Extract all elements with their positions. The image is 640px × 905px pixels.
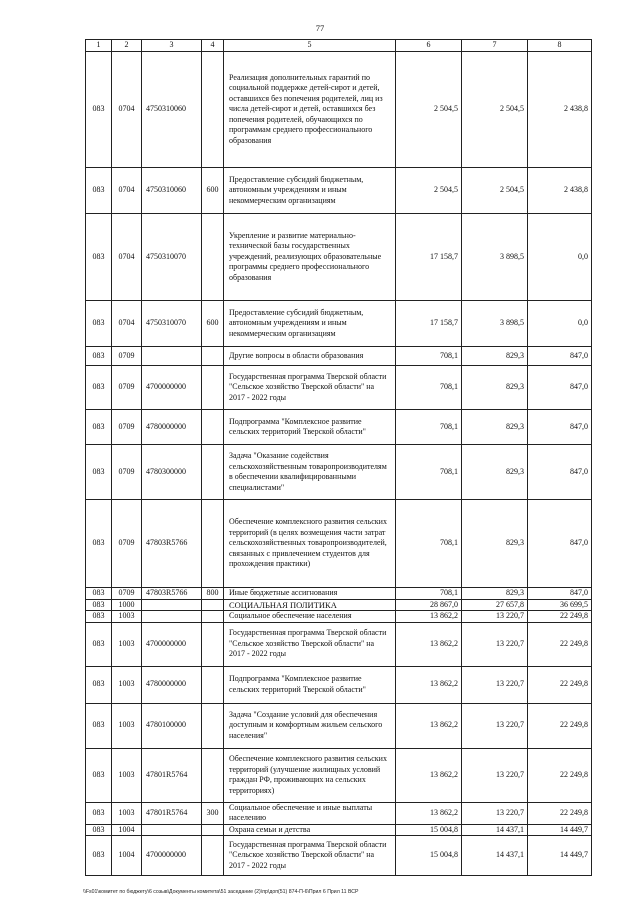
- table-row: [86, 836, 592, 876]
- cell-name: Охрана семьи и детства: [224, 824, 396, 836]
- cell-name: Социальное обеспечение и иные выплаты населению: [224, 802, 396, 824]
- cell-section: 1000: [112, 599, 142, 611]
- cell-name: Задача "Оказание содействия сельскохозяйственным товаропроизводителям в обеспечении квалифицированными специалистами": [224, 445, 396, 500]
- cell-amount-2: 13 220,7: [462, 666, 528, 703]
- cell-name: Реализация дополнительных гарантий по социальной поддержке детей-сирот и детей, оставшихся без попечения родителей, лиц из числа детей-сирот и детей, оставшихся без попечения родителей, обучающихся по программам среднего профессионального образования: [224, 52, 396, 168]
- cell-amount-2: 14 437,1: [462, 824, 528, 836]
- table-row: [86, 703, 592, 748]
- cell-amount-2: 13 220,7: [462, 748, 528, 802]
- cell-admin: 083: [86, 599, 112, 611]
- cell-expense-type: 600: [202, 301, 224, 347]
- cell-name: Обеспечение комплексного развития сельских территорий (в целях возмещения части затрат сельскохозяйственных товаропроизводителей, связанных с привлечением студентов для прохождения практики): [224, 500, 396, 588]
- cell-expense-type: [202, 410, 224, 445]
- cell-amount-3: 14 449,7: [528, 824, 592, 836]
- cell-amount-2: 2 504,5: [462, 52, 528, 168]
- table-row: [86, 611, 592, 623]
- cell-target: [142, 347, 202, 366]
- cell-admin: 083: [86, 611, 112, 623]
- cell-name: Предоставление субсидий бюджетным, автономным учреждениям и иным некоммерческим организациям: [224, 168, 396, 214]
- cell-admin: 083: [86, 748, 112, 802]
- cell-name: Государственная программа Тверской области "Сельское хозяйство Тверской области" на 2017 - 2022 годы: [224, 836, 396, 876]
- cell-amount-1: 15 004,8: [396, 824, 462, 836]
- cell-amount-2: 14 437,1: [462, 836, 528, 876]
- cell-target: 4750310060: [142, 52, 202, 168]
- cell-section: 0704: [112, 301, 142, 347]
- cell-amount-1: 13 862,2: [396, 611, 462, 623]
- cell-amount-2: 829,3: [462, 347, 528, 366]
- cell-amount-2: 27 657,8: [462, 599, 528, 611]
- header-col-4: 4: [202, 40, 224, 52]
- cell-target: 4750310060: [142, 168, 202, 214]
- table-body: [86, 52, 592, 876]
- cell-section: 0704: [112, 52, 142, 168]
- table-row: [86, 410, 592, 445]
- table-row: [86, 824, 592, 836]
- cell-name: Подпрограмма "Комплексное развитие сельских территорий Тверской области": [224, 666, 396, 703]
- cell-admin: 083: [86, 52, 112, 168]
- cell-section: 0709: [112, 500, 142, 588]
- cell-section: 0704: [112, 168, 142, 214]
- cell-amount-3: 2 438,8: [528, 168, 592, 214]
- cell-target: [142, 824, 202, 836]
- cell-amount-3: 22 249,8: [528, 666, 592, 703]
- cell-amount-1: 17 158,7: [396, 214, 462, 301]
- table-row: [86, 301, 592, 347]
- cell-amount-1: 708,1: [396, 445, 462, 500]
- cell-amount-1: 708,1: [396, 410, 462, 445]
- cell-expense-type: [202, 366, 224, 410]
- cell-expense-type: [202, 611, 224, 623]
- cell-section: 1003: [112, 748, 142, 802]
- cell-section: 0709: [112, 588, 142, 600]
- cell-amount-2: 829,3: [462, 588, 528, 600]
- cell-admin: 083: [86, 703, 112, 748]
- cell-amount-2: 13 220,7: [462, 611, 528, 623]
- cell-section: 1004: [112, 836, 142, 876]
- table-row: [86, 445, 592, 500]
- table-row: [86, 214, 592, 301]
- cell-target: [142, 599, 202, 611]
- cell-admin: 083: [86, 836, 112, 876]
- cell-amount-2: 13 220,7: [462, 703, 528, 748]
- cell-name: Другие вопросы в области образования: [224, 347, 396, 366]
- header-col-6: 6: [396, 40, 462, 52]
- cell-amount-1: 13 862,2: [396, 703, 462, 748]
- cell-amount-3: 847,0: [528, 445, 592, 500]
- cell-amount-2: 829,3: [462, 445, 528, 500]
- cell-expense-type: [202, 52, 224, 168]
- cell-target: 4780000000: [142, 666, 202, 703]
- cell-name: Укрепление и развитие материально-технической базы государственных учреждений, реализующих образовательные программы среднего профессионального образования: [224, 214, 396, 301]
- table-row: [86, 347, 592, 366]
- cell-admin: 083: [86, 214, 112, 301]
- cell-admin: 083: [86, 301, 112, 347]
- table-row: [86, 622, 592, 666]
- cell-amount-3: 847,0: [528, 347, 592, 366]
- header-col-7: 7: [462, 40, 528, 52]
- cell-target: 4780300000: [142, 445, 202, 500]
- cell-expense-type: [202, 824, 224, 836]
- table-row: [86, 366, 592, 410]
- cell-name: Подпрограмма "Комплексное развитие сельских территорий Тверской области": [224, 410, 396, 445]
- cell-section: 0704: [112, 214, 142, 301]
- cell-amount-1: 13 862,2: [396, 622, 462, 666]
- cell-amount-2: 13 220,7: [462, 802, 528, 824]
- cell-section: 0709: [112, 347, 142, 366]
- cell-amount-3: 847,0: [528, 410, 592, 445]
- cell-section: 1003: [112, 703, 142, 748]
- cell-section: 0709: [112, 445, 142, 500]
- cell-name: СОЦИАЛЬНАЯ ПОЛИТИКА: [224, 599, 396, 611]
- table-row: [86, 748, 592, 802]
- cell-admin: 083: [86, 666, 112, 703]
- cell-target: [142, 611, 202, 623]
- cell-section: 1003: [112, 802, 142, 824]
- cell-amount-3: 14 449,7: [528, 836, 592, 876]
- budget-table: [85, 39, 592, 876]
- cell-name: Иные бюджетные ассигнования: [224, 588, 396, 600]
- cell-amount-3: 0,0: [528, 301, 592, 347]
- table-row: [86, 500, 592, 588]
- cell-expense-type: [202, 347, 224, 366]
- cell-target: 4780000000: [142, 410, 202, 445]
- cell-amount-3: 2 438,8: [528, 52, 592, 168]
- cell-amount-1: 2 504,5: [396, 52, 462, 168]
- cell-target: 4700000000: [142, 366, 202, 410]
- cell-amount-3: 847,0: [528, 500, 592, 588]
- header-col-1: 1: [86, 40, 112, 52]
- cell-section: 1003: [112, 666, 142, 703]
- cell-target: 4780100000: [142, 703, 202, 748]
- cell-amount-1: 708,1: [396, 588, 462, 600]
- cell-expense-type: [202, 836, 224, 876]
- cell-amount-1: 13 862,2: [396, 802, 462, 824]
- cell-amount-2: 3 898,5: [462, 301, 528, 347]
- cell-amount-1: 708,1: [396, 366, 462, 410]
- cell-target: 4700000000: [142, 836, 202, 876]
- cell-amount-1: 13 862,2: [396, 666, 462, 703]
- cell-amount-3: 22 249,8: [528, 611, 592, 623]
- cell-name: Предоставление субсидий бюджетным, автономным учреждениям и иным некоммерческим организациям: [224, 301, 396, 347]
- header-col-2: 2: [112, 40, 142, 52]
- cell-amount-3: 22 249,8: [528, 622, 592, 666]
- cell-amount-3: 22 249,8: [528, 748, 592, 802]
- cell-expense-type: [202, 445, 224, 500]
- cell-admin: 083: [86, 622, 112, 666]
- cell-amount-2: 829,3: [462, 366, 528, 410]
- cell-admin: 083: [86, 802, 112, 824]
- cell-target: 4750310070: [142, 214, 202, 301]
- table-row: [86, 802, 592, 824]
- cell-amount-2: 3 898,5: [462, 214, 528, 301]
- cell-amount-3: 22 249,8: [528, 802, 592, 824]
- cell-admin: 083: [86, 445, 112, 500]
- cell-expense-type: [202, 500, 224, 588]
- cell-expense-type: 800: [202, 588, 224, 600]
- cell-admin: 083: [86, 410, 112, 445]
- cell-amount-1: 708,1: [396, 347, 462, 366]
- cell-admin: 083: [86, 366, 112, 410]
- cell-name: Государственная программа Тверской области "Сельское хозяйство Тверской области" на 2017 - 2022 годы: [224, 366, 396, 410]
- cell-amount-2: 829,3: [462, 500, 528, 588]
- cell-amount-3: 847,0: [528, 366, 592, 410]
- cell-section: 1003: [112, 611, 142, 623]
- cell-admin: 083: [86, 588, 112, 600]
- cell-admin: 083: [86, 168, 112, 214]
- table-row: [86, 599, 592, 611]
- page-number: 77: [315, 23, 325, 33]
- cell-amount-1: 17 158,7: [396, 301, 462, 347]
- cell-amount-1: 13 862,2: [396, 748, 462, 802]
- cell-section: 0709: [112, 366, 142, 410]
- cell-section: 0709: [112, 410, 142, 445]
- cell-amount-3: 847,0: [528, 588, 592, 600]
- cell-expense-type: [202, 703, 224, 748]
- cell-amount-3: 36 699,5: [528, 599, 592, 611]
- cell-amount-2: 13 220,7: [462, 622, 528, 666]
- table-row: [86, 588, 592, 600]
- header-col-5: 5: [224, 40, 396, 52]
- cell-admin: 083: [86, 824, 112, 836]
- cell-expense-type: [202, 666, 224, 703]
- cell-amount-1: 28 867,0: [396, 599, 462, 611]
- cell-target: 47801R5764: [142, 802, 202, 824]
- cell-amount-2: 2 504,5: [462, 168, 528, 214]
- cell-target: 47801R5764: [142, 748, 202, 802]
- cell-admin: 083: [86, 500, 112, 588]
- footer-file-path: \\Fs01\комитет по бюджету\6 созыв\Документы комитета\51 заседание (2)\пр\доп(51) 874-П-6\Прил 6 Прил 11 ВСР: [83, 889, 359, 895]
- table-row: [86, 168, 592, 214]
- cell-expense-type: [202, 748, 224, 802]
- cell-expense-type: [202, 599, 224, 611]
- header-col-3: 3: [142, 40, 202, 52]
- cell-name: Государственная программа Тверской области "Сельское хозяйство Тверской области" на 2017 - 2022 годы: [224, 622, 396, 666]
- cell-target: 47803R5766: [142, 500, 202, 588]
- cell-amount-3: 22 249,8: [528, 703, 592, 748]
- cell-name: Задача "Создание условий для обеспечения доступным и комфортным жильем сельского населения": [224, 703, 396, 748]
- cell-amount-1: 2 504,5: [396, 168, 462, 214]
- cell-amount-1: 708,1: [396, 500, 462, 588]
- cell-amount-1: 15 004,8: [396, 836, 462, 876]
- cell-name: Социальное обеспечение населения: [224, 611, 396, 623]
- cell-target: 4750310070: [142, 301, 202, 347]
- cell-expense-type: 300: [202, 802, 224, 824]
- cell-name: Обеспечение комплексного развития сельских территорий (улучшение жилищных условий граждан РФ, проживающих на сельских территориях): [224, 748, 396, 802]
- cell-admin: 083: [86, 347, 112, 366]
- cell-amount-3: 0,0: [528, 214, 592, 301]
- header-col-8: 8: [528, 40, 592, 52]
- cell-target: 47803R5766: [142, 588, 202, 600]
- table-row: [86, 52, 592, 168]
- cell-amount-2: 829,3: [462, 410, 528, 445]
- cell-expense-type: 600: [202, 168, 224, 214]
- table-row: [86, 666, 592, 703]
- cell-section: 1003: [112, 622, 142, 666]
- cell-target: 4700000000: [142, 622, 202, 666]
- cell-expense-type: [202, 622, 224, 666]
- cell-expense-type: [202, 214, 224, 301]
- cell-section: 1004: [112, 824, 142, 836]
- header-row: [86, 40, 592, 52]
